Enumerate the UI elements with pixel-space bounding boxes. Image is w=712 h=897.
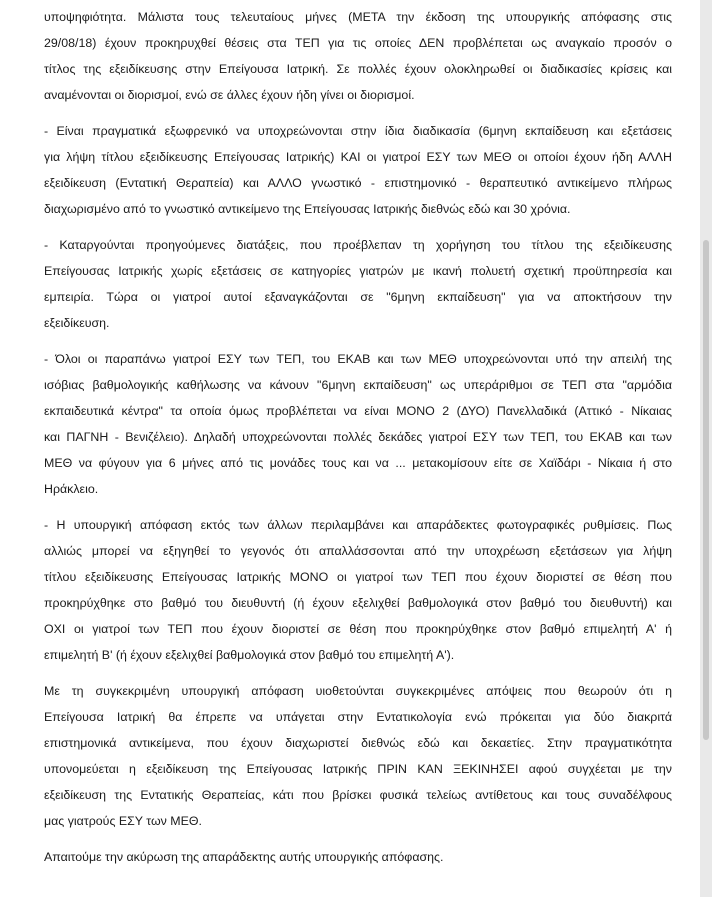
text-line: ΜΕΘ να φύγουν για 6 μήνες από τις μονάδες τους και να ... μετακομίσουν είτε σε Χαϊδάρι - Νίκαια ή στο <box>44 456 672 470</box>
text-line: διαχωρισμένο από το γνωστικό αντικείμενο της Επείγουσας Ιατρικής διεθνώς εδώ και 30 χρόνια. <box>44 202 571 216</box>
text-line: εξειδίκευση (Εντατική Θεραπεία) και ΑΛΛΟ γνωστικό - επιστημονικό - θεραπευτικό αντικείμενο πλήρως <box>44 176 672 190</box>
text-line: Απαιτούμε την ακύρωση της απαράδεκτης αυτής υπουργικής απόφασης. <box>44 850 444 864</box>
text-line: εκπαιδευτικά κέντρα" τα οποία όμως προβλέπεται να είναι ΜΟΝΟ 2 (ΔΥΟ) Πανελλαδικά (Αττικό - Νίκαιας <box>44 404 672 418</box>
text-line: Ηράκλειο. <box>44 482 99 496</box>
text-line: ΟΧΙ οι γιατροί των ΤΕΠ που έχουν διοριστεί σε θέση που προκηρύχθηκε στον βαθμό επιμελητή Α' ή <box>44 622 672 636</box>
text-line: τίτλος της εξειδίκευσης στην Επείγουσα Ιατρική. Σε πολλές έχουν ολοκληρωθεί οι διαδικασίες κρίσεις και <box>44 62 672 76</box>
text-line: 29/08/18) έχουν προκηρυχθεί θέσεις στα ΤΕΠ για τις οποίες ΔΕΝ προβλέπεται ως αναγκαίο προσόν ο <box>44 36 672 50</box>
text-line: ισόβιας βαθμολογικής καθήλωσης να κάνουν "6μηνη εκπαίδευση" ως υπεράριθμοι σε ΤΕΠ στα "αρμόδια <box>44 378 672 392</box>
text-line: αναμένονται οι διορισμοί, ενώ σε άλλες έχουν ήδη γίνει οι διορισμοί. <box>44 88 415 102</box>
text-line: - Η υπουργική απόφαση εκτός των άλλων περιλαμβάνει και απαράδεκτες φωτογραφικές ρυθμίσεις. Πως <box>44 518 672 532</box>
scrollbar-thumb[interactable] <box>703 240 709 740</box>
text-line: προκηρύχθηκε στο βαθμό του διευθυντή (ή έχουν εξελιχθεί βαθμολογικά στον βαθμό του διευθυντή) και <box>44 596 672 610</box>
text-line: - Είναι πραγματικά εξωφρενικό να υποχρεώνονται στην ίδια διαδικασία (6μηνη εκπαίδευση και εξετάσεις <box>44 124 672 138</box>
paragraph <box>44 844 672 870</box>
text-line: - Όλοι οι παραπάνω γιατροί ΕΣΥ των ΤΕΠ, του ΕΚΑΒ και των ΜΕΘ υποχρεώνονται υπό την απειλή της <box>44 352 672 366</box>
text-line: εξειδίκευση της Εντατικής Θεραπείας, κάτι που βρίσκει φυσικά τελείως αντίθετους και τους συναδέλφους <box>44 788 672 802</box>
text-line: Με τη συγκεκριμένη υπουργική απόφαση υιοθετούνται συγκεκριμένες απόψεις που θεωρούν ότι η <box>44 684 672 698</box>
paragraph <box>44 678 672 834</box>
text-line: εμπειρία. Τώρα οι γιατροί αυτοί εξαναγκάζονται σε "6μηνη εκπαίδευση" για να αποκτήσουν την <box>44 290 672 304</box>
text-line: Επείγουσα Ιατρική θα έπρεπε να υπάγεται στην Εντατικολογία ενώ πρόκειται για δύο διακριτά <box>44 710 672 724</box>
vertical-scrollbar[interactable] <box>700 0 712 897</box>
text-line: επιμελητή Β' (ή έχουν εξελιχθεί βαθμολογικά στον βαθμό του επιμελητή Α'). <box>44 648 455 662</box>
text-line: μας γιατρούς ΕΣΥ των ΜΕΘ. <box>44 814 202 828</box>
text-line: και ΠΑΓΝΗ - Βενιζέλειο). Δηλαδή υποχρεώνονται πολλές δεκάδες γιατροί ΕΣΥ των ΤΕΠ, του ΕΚΑΒ και των <box>44 430 672 444</box>
text-line: τίτλου εξειδίκευσης Επείγουσας Ιατρικής ΜΟΝΟ οι γιατροί των ΤΕΠ που έχουν διοριστεί σε θέση που <box>44 570 672 584</box>
paragraph <box>44 232 672 336</box>
text-line: αλλιώς μπορεί να εξηγηθεί το γεγονός ότι απαλλάσσονται από την υποχρέωση εξετάσεων για λήψη <box>44 544 672 558</box>
paragraph <box>44 118 672 222</box>
text-line: - Καταργούνται προηγούμενες διατάξεις, που προέβλεπαν τη χορήγηση του τίτλου της εξειδίκευσης <box>44 238 672 252</box>
text-line: επιστημονικά αντικείμενα, που έχουν διαχωριστεί διεθνώς εδώ και δεκαετίες. Στην πραγματικότητα <box>44 736 672 750</box>
paragraph <box>44 512 672 668</box>
paragraph <box>44 346 672 502</box>
document-body <box>44 4 672 880</box>
text-line: για λήψη τίτλου εξειδίκευσης Επείγουσας Ιατρικής) ΚΑΙ οι γιατροί ΕΣΥ των ΜΕΘ οι οποίοι έχουν ήδη ΑΛΛΗ <box>44 150 672 164</box>
text-line: εξειδίκευση. <box>44 316 110 330</box>
text-line: υπονομεύεται η εξειδίκευση της Επείγουσας Ιατρικής ΠΡΙΝ ΚΑΝ ΞΕΚΙΝΗΣΕΙ αφού συγχέεται με την <box>44 762 672 776</box>
text-line: υποψηφιότητα. Μάλιστα τους τελευταίους μήνες (ΜΕΤΑ την έκδοση της υπουργικής απόφασης στις <box>44 10 672 24</box>
text-line: Επείγουσας Ιατρικής χωρίς εξετάσεις σε κατηγορίες γιατρών με ικανή πολυετή σχετική προϋπηρεσία και <box>44 264 672 278</box>
paragraph <box>44 4 672 108</box>
